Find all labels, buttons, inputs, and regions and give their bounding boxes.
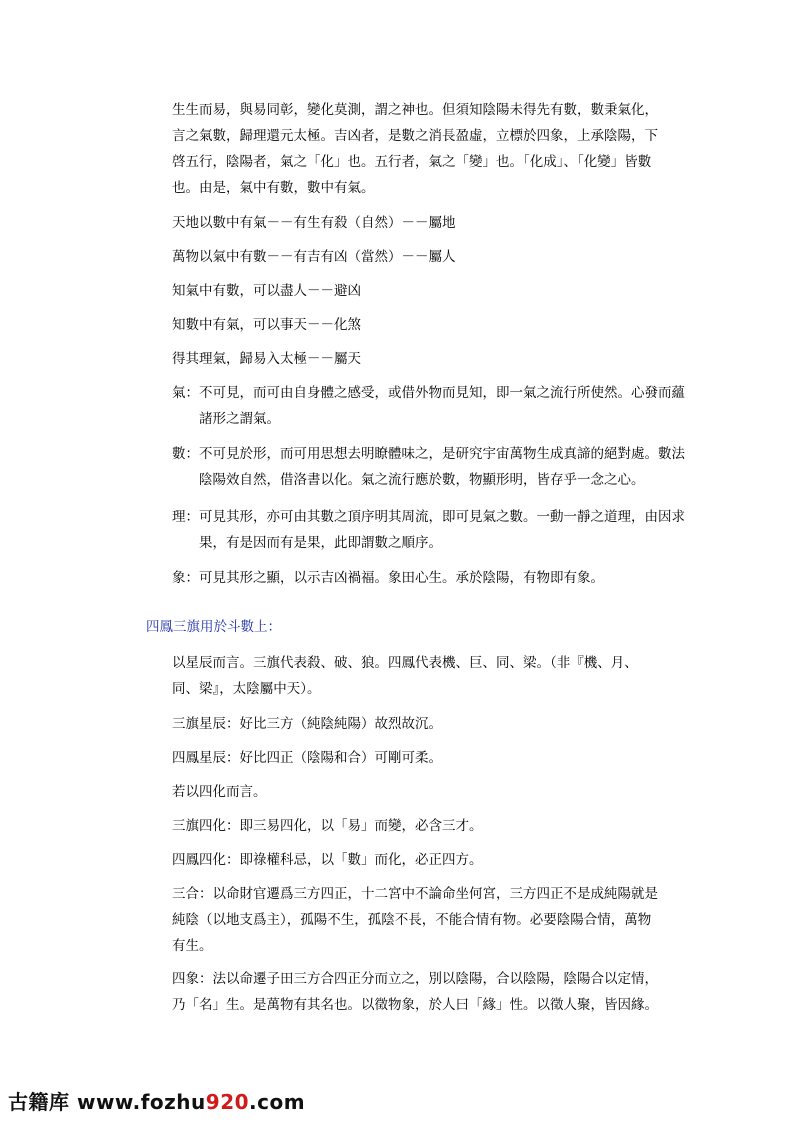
site-url-number: 920 — [205, 1090, 250, 1114]
three-harmony-paragraph: 三合：以命財官遷爲三方四正，十二宮中不論命坐何宮，三方四正不是成純陽就是純陰（以地支爲主），孤陽不生，孤陰不長，不能合情有物。必要陰陽合情，萬物有生。 — [172, 886, 658, 954]
section-heading: 四鳳三旗用於斗數上： — [146, 619, 281, 635]
definition-li: 理：可見其形，亦可由其數之頂序明其周流，即可見氣之數。一動一靜之道理，由因求果，有是因而有是果，此即謂數之順序。 — [172, 509, 685, 551]
principle-line-3: 知氣中有數，可以盡人－－避凶 — [172, 283, 361, 299]
site-url-prefix: www.fozhu — [76, 1090, 206, 1114]
principle-line-1: 天地以數中有氣－－有生有殺（自然）－－屬地 — [172, 215, 456, 231]
principle-line-2: 萬物以氣中有數－－有吉有凶（當然）－－屬人 — [172, 249, 456, 265]
four-phoenix-stars: 四鳳星辰：好比四正（陰陽和合）可剛可柔。 — [172, 750, 442, 766]
site-watermark-logo — [8, 1086, 305, 1115]
definition-xiang: 象：可見其形之顯，以示吉凶禍福。象田心生。承於陰陽，有物即有象。 — [172, 570, 604, 586]
four-phoenix-transformations: 四鳳四化：即祿權科忌，以「數」而化，必正四方。 — [172, 852, 483, 868]
principle-line-5: 得其理氣，歸易入太極－－屬天 — [172, 351, 361, 367]
three-flags-stars: 三旗星辰：好比三方（純陰純陽）故烈故沉。 — [172, 716, 442, 732]
three-flags-transformations: 三旗四化：即三易四化，以「易」而變，必含三才。 — [172, 818, 483, 834]
site-url-suffix: .com — [249, 1090, 306, 1114]
principle-line-4: 知數中有氣，可以事天－－化煞 — [172, 317, 361, 333]
definition-qi: 氣：不可見，而可由自身體之感受，或借外物而見知，即一氣之流行所使然。心發而蘊諸形之謂氣。 — [172, 385, 685, 427]
four-images-paragraph: 四象：法以命遷子田三方合四正分而立之，別以陰陽，合以陰陽，陰陽合以定情，乃「名」生。是萬物有其名也。以徵物象，於人曰「緣」性。以徵人聚，皆因緣。 — [172, 971, 658, 1013]
four-transformations-intro: 若以四化而言。 — [172, 784, 267, 800]
site-name: 古籍库 — [8, 1090, 77, 1114]
definition-shu: 數：不可見於形，而可用思想去明瞭體味之，是研究宇宙萬物生成真諦的絕對處。數法陰陽效自然，借洛書以化。氣之流行應於數，物顯形明，皆存乎一念之心。 — [172, 446, 685, 488]
intro-paragraph: 生生而易，與易同彰，變化莫測，謂之神也。但須知陰陽未得先有數，數秉氣化，言之氣數，歸理還元太極。吉凶者，是數之消長盈虛，立標於四象，上承陰陽，下啓五行，陰陽者，氣之「化」也。五行者，氣之「變」也。「化成」、「化變」皆數也。由是，氣中有數，數中有氣。 — [172, 102, 658, 196]
stars-paragraph: 以星辰而言。三旗代表殺、破、狼。四鳳代表機、巨、同、梁。（非『機、月、同、梁』，太陰屬中天）。 — [172, 655, 638, 697]
